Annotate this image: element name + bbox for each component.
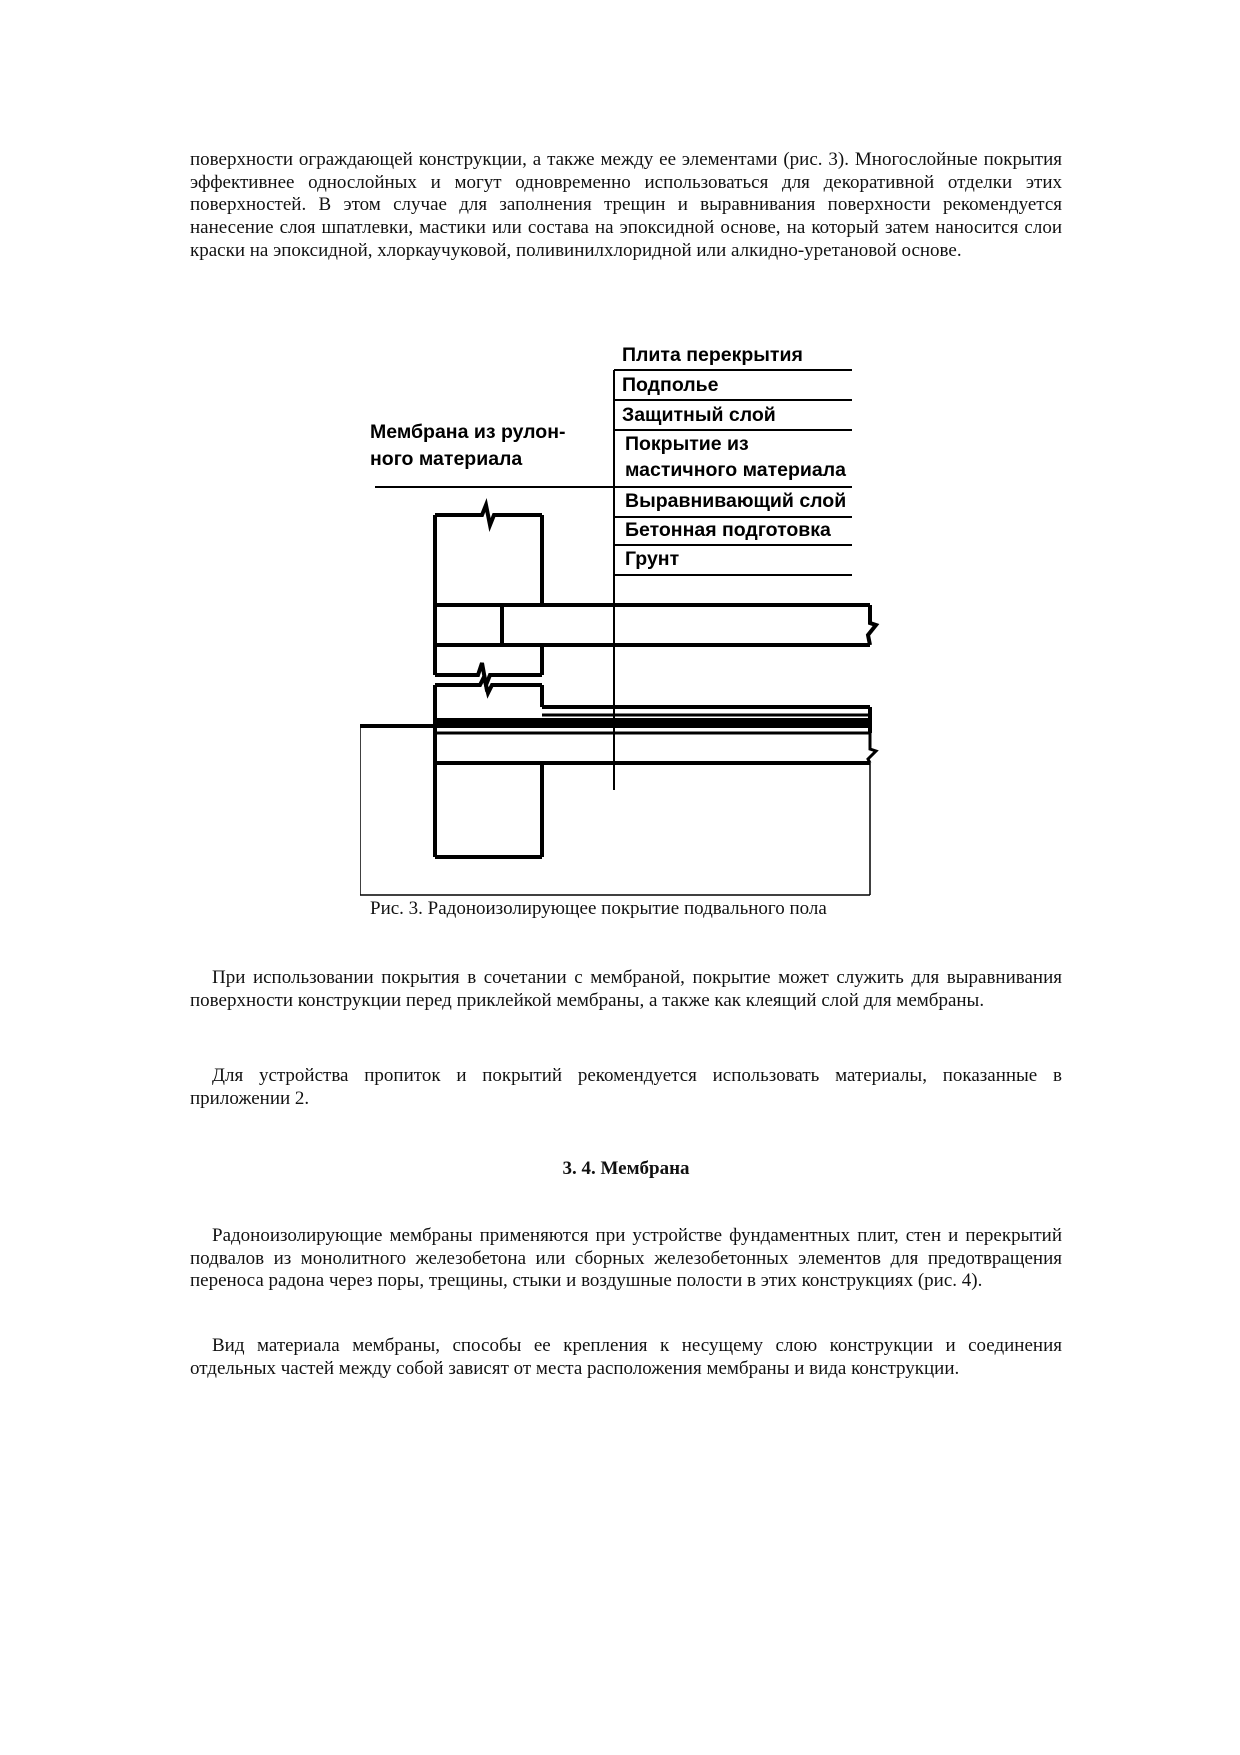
label-membrane-1: Мембрана из рулон-: [370, 421, 566, 443]
label-concrete: Бетонная подготовка: [625, 519, 831, 541]
figure-basement-floor-coating: [360, 335, 910, 915]
label-membrane-2: ного материала: [370, 448, 523, 470]
paragraph-3: Для устройства пропиток и покрытий рекомендуется использовать материалы, показанные в приложении 2.: [190, 1065, 1062, 1109]
label-underfloor: Подполье: [622, 374, 719, 396]
wall-middle: [435, 645, 542, 715]
section-heading: 3. 4. Мембрана: [562, 1158, 690, 1179]
label-slab: Плита перекрытия: [622, 344, 803, 366]
floor-layers: [360, 707, 876, 763]
label-mastic-2: мастичного материала: [625, 459, 846, 481]
label-soil: Грунт: [625, 548, 680, 570]
paragraph-4: Радоноизолирующие мембраны применяются при устройстве фундаментных плит, стен и перекрытий подвалов из монолитного железобетона или сборных железобетонных элементов для предотвращения переноса радона через поры, трещины, стыки и воздушные полости в этих конструкциях (рис. 4).: [190, 1225, 1062, 1292]
paragraph-2: При использовании покрытия в сочетании с мембраной, покрытие может служить для выравнивания поверхности конструкции перед приклейкой мембраны, а также как клеящий слой для мембраны.: [190, 967, 1062, 1011]
floor-slab: [435, 605, 876, 645]
figure-caption: Рис. 3. Радоноизолирующее покрытие подвального пола: [370, 898, 827, 919]
label-mastic-1: Покрытие из: [625, 433, 749, 455]
paragraph-5: Вид материала мембраны, способы ее крепления к несущему слою конструкции и соединения отдельных частей между собой зависят от места расположения мембраны и вида конструкции.: [190, 1335, 1062, 1379]
foundation: [435, 763, 542, 857]
wall-upper: [435, 505, 542, 605]
label-protective: Защитный слой: [622, 404, 776, 426]
paragraph-1: поверхности ограждающей конструкции, а также между ее элементами (рис. 3). Многослойные покрытия эффективнее однослойных и могут одновременно использоваться для декоративной отделки этих поверхностей. В этом случае для заполнения трещин и выравнивания поверхности рекомендуется нанесение слоя шпатлевки, мастики или состава на эпоксидной основе, на который затем наносится слои краски на эпоксидной, хлоркаучуковой, поливинилхлоридной или алкидно-уретановой основе.: [190, 149, 1062, 261]
label-leveling: Выравнивающий слой: [625, 490, 847, 512]
